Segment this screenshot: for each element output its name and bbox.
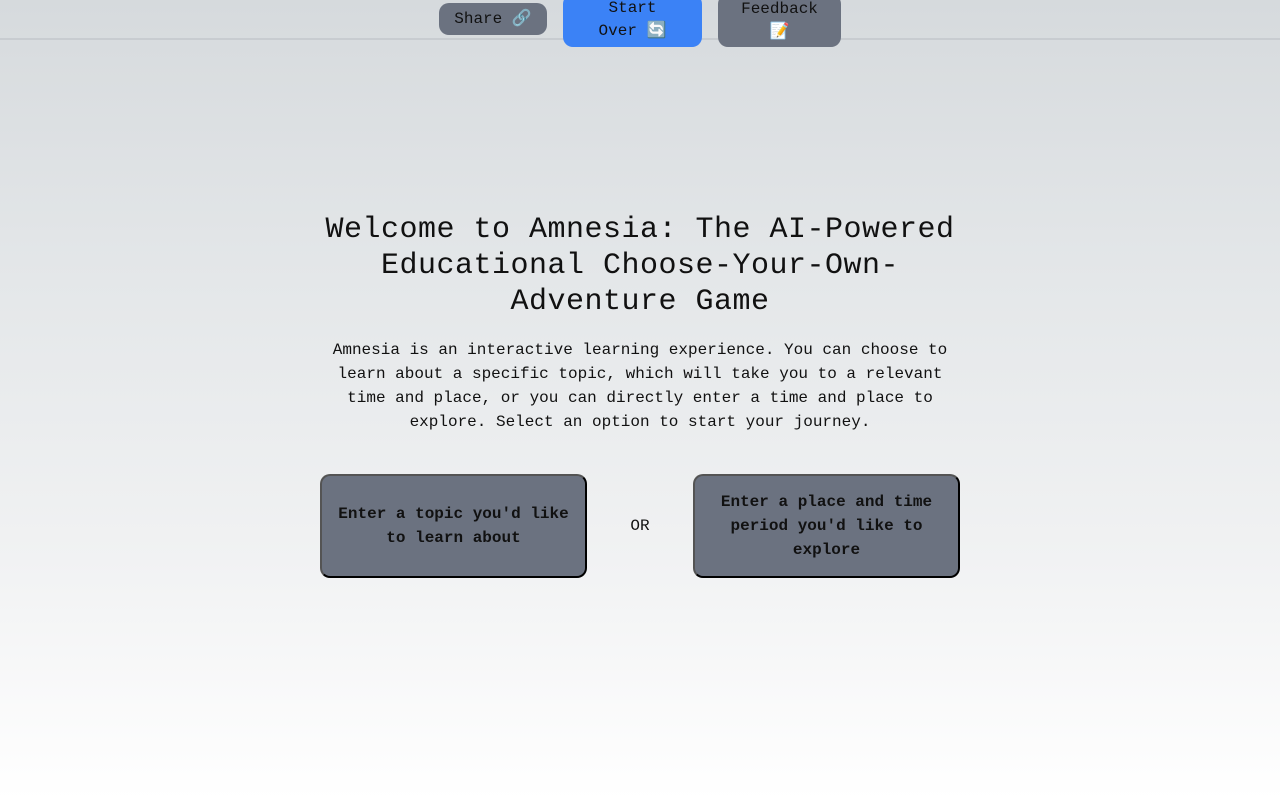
intro-description: Amnesia is an interactive learning experience. You can choose to learn about a specific topic, which will take you to a relevant time and place, or you can directly enter a time and place to explore. Select an option to start your journey. <box>332 341 948 431</box>
welcome-section <box>320 212 960 434</box>
start-over-label-line2: Over 🔄 <box>598 22 667 40</box>
start-over-button[interactable] <box>563 0 702 47</box>
share-button-label: Share 🔗 <box>454 9 532 28</box>
feedback-icon: 📝 <box>769 22 790 41</box>
feedback-label-line1: Feedback <box>741 0 818 18</box>
top-toolbar <box>0 0 1280 40</box>
enter-topic-label: Enter a topic you'd like to learn about <box>338 505 569 547</box>
feedback-button[interactable] <box>718 0 841 47</box>
page-title: Welcome to Amnesia: The AI-Powered Educational Choose-Your-Own-Adventure Game <box>325 213 955 319</box>
start-over-label-line1: Start <box>608 0 657 17</box>
enter-topic-button[interactable] <box>320 474 587 578</box>
enter-place-time-button[interactable] <box>693 474 960 578</box>
start-options <box>320 474 960 578</box>
or-separator: OR <box>630 517 650 535</box>
share-button[interactable] <box>439 3 547 35</box>
enter-place-time-label: Enter a place and time period you'd like to explore <box>720 493 933 559</box>
